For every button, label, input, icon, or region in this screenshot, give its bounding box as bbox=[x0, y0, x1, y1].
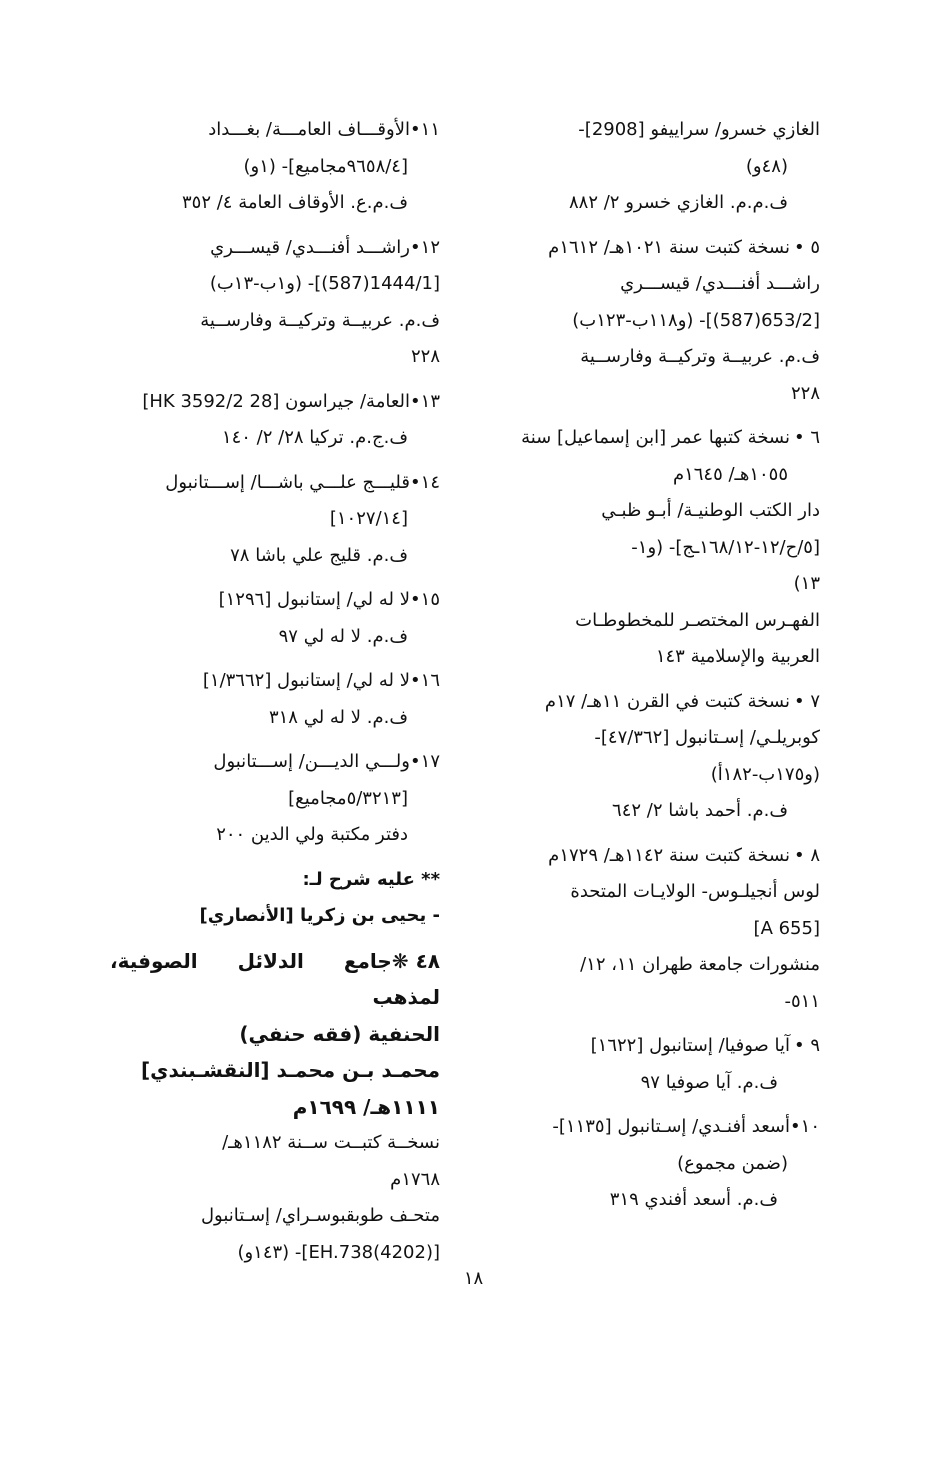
entry-9 bbox=[490, 1028, 820, 1101]
entry-line: نسخــة كتبــت ســنة ١١٨٢هـ/ bbox=[222, 1132, 440, 1153]
entry-line: (و١٧٥ب-١٨٢أ) bbox=[710, 763, 820, 785]
entry-reference: ف.م. لا له لي ٣١٨ bbox=[268, 706, 408, 728]
entry-8 bbox=[490, 838, 820, 1021]
entry-number: ١٥• bbox=[410, 589, 440, 610]
entry-reference: ف.م. أحمد باشا ٢/ ٦٤٢ bbox=[612, 800, 788, 821]
entry-title: جامع الدلائل الصوفية، لمذهب bbox=[110, 948, 440, 1009]
entry-line: العامة/ جيراسون [28 HK 3592/2] bbox=[142, 390, 410, 412]
entry-line: ولـــي الديـــن/ إســـتانبول bbox=[213, 751, 410, 772]
entry-line: ٢٢٨ bbox=[790, 382, 820, 404]
entry-reference: دفتر مكتبة ولي الدين ٢٠٠ bbox=[216, 824, 408, 845]
entry-line: كوبريلـي/ إسـتانبول [٤٧/٣٦٢]- bbox=[594, 727, 820, 748]
entry-date: ١١١١هـ/ ١٦٩٩م bbox=[292, 1094, 440, 1119]
entry-line: الأوقـــاف العامـــة/ بغـــداد bbox=[208, 119, 410, 140]
entry-line: ١٠٥٥هـ/ ١٦٤٥م bbox=[672, 463, 788, 485]
left-column bbox=[110, 112, 440, 1279]
entry-number: ٧ • bbox=[793, 690, 820, 712]
entry-number: ١٢• bbox=[410, 236, 440, 258]
entry-title: الحنفية (فقه حنفي) bbox=[239, 1021, 440, 1046]
entry-line: [٩٦٥٨/٤مجاميع]- (١و) bbox=[243, 155, 408, 177]
entry-number: ١٦• bbox=[410, 670, 440, 691]
entry-line: راشـــد أفنـــدي/ قيســـري bbox=[210, 236, 410, 258]
entry-7 bbox=[490, 684, 820, 830]
entry-line: أسعد أفنـدي/ إسـتانبول [١١٣٥]- bbox=[552, 1116, 790, 1137]
entry-line: [A 655] bbox=[753, 917, 820, 939]
entry-number: ١١• bbox=[410, 119, 440, 140]
entry-line: [٥/ح/١٢-١٦٨/١٢ـج]- (و١- bbox=[631, 536, 820, 558]
entry-number: ١٤• bbox=[410, 471, 440, 493]
commentary-author: - يحيى بن زكريا [الأنصاري] bbox=[199, 905, 440, 926]
entry-6 bbox=[490, 420, 820, 676]
entry-line: (ضمن مجموع) bbox=[677, 1152, 788, 1174]
entry-15 bbox=[110, 582, 440, 655]
entry-number: ٨ • bbox=[793, 844, 820, 866]
entry-line: نسخة كتبها عمر [ابن إسماعيل] سنة bbox=[521, 427, 790, 448]
entry-reference: منشورات جامعة طهران ١١، ١٢/ bbox=[580, 954, 820, 975]
entry-line: قليـــج علـــي باشـــا/ إســـتانبول bbox=[165, 471, 410, 493]
entry-number: ١٣• bbox=[410, 390, 440, 412]
entry-number: ٦ • bbox=[793, 427, 820, 448]
entry-reference: ف.م.م. الغازي خسرو ٢/ ٨٨٢ bbox=[568, 192, 788, 213]
entry-line: نسخة كتبت سنة ١١٤٢هـ/ ١٧٢٩م bbox=[548, 844, 790, 866]
entry-line: (٤٨و) bbox=[745, 155, 788, 177]
entry-16 bbox=[110, 663, 440, 736]
entry-line: لا له لي/ إستانبول [١/٣٦٦٢] bbox=[202, 670, 410, 691]
entry-number: ١٧• bbox=[410, 751, 440, 772]
entry-line: لا له لي/ إستانبول [١٢٩٦] bbox=[218, 589, 410, 610]
entry-line: الغازي خسرو/ سراييفو [2908]- bbox=[578, 119, 820, 140]
entry-14 bbox=[110, 465, 440, 575]
entry-line: [EH.738(4202)]- (١٤٣و) bbox=[237, 1241, 440, 1263]
entry-line: [1444/1(587)]- (و١ب-١٣ب) bbox=[209, 273, 440, 294]
entry-line: آيا صوفيا/ إستانبول [١٦٢٢] bbox=[590, 1035, 790, 1056]
entry-line: راشـــد أفنـــدي/ قيســـري bbox=[620, 273, 820, 294]
entry-reference: ف.م. قليج علي باشا ٧٨ bbox=[230, 544, 408, 566]
entry-reference: ف.م. لا له لي ٩٧ bbox=[278, 625, 408, 647]
page-number: ١٨ bbox=[463, 1268, 484, 1289]
entry-reference: الفهـرس المختصـر للمخطوطـات bbox=[575, 609, 820, 631]
entry-line: نسخة كتبت في القرن ١١هـ/ ١٧م bbox=[544, 690, 790, 712]
entry-reference: ف.م. عربيــة وتركيــة وفارســية bbox=[580, 346, 820, 367]
entry-number: ٤٨ ❋ bbox=[391, 948, 440, 973]
entry-11 bbox=[110, 112, 440, 222]
entry-reference: ف.ج.م. تركيا ٢٨/ ٢/ ١٤٠ bbox=[221, 427, 408, 448]
entry-line: دار الكتب الوطنيـة/ أبـو ظبـي bbox=[601, 500, 820, 521]
entry-line: نسخة كتبت سنة ١٠٢١هـ/ ١٦١٢م bbox=[548, 236, 790, 258]
entry-reference: ٥١١- bbox=[784, 990, 820, 1012]
entry-line: ١٧٦٨م bbox=[390, 1168, 440, 1190]
entry-line: ٢٢٨ bbox=[410, 346, 440, 367]
entry-reference: ف.م.ع. الأوقاف العامة ٤/ ٣٥٢ bbox=[181, 192, 408, 213]
entry-line: متحـف طوبقبوسـراي/ إسـتانبول bbox=[200, 1205, 440, 1226]
entry-number: ١٠• bbox=[790, 1116, 820, 1137]
entry-48 bbox=[110, 943, 440, 1272]
entry-5 bbox=[490, 230, 820, 413]
entry-line: لوس أنجيلـوس- الولايـات المتحدة bbox=[570, 881, 820, 902]
right-column bbox=[490, 112, 820, 1227]
entry-reference: العربية والإسلامية ١٤٣ bbox=[655, 646, 820, 667]
entry-reference: ف.م. آيا صوفيا ٩٧ bbox=[640, 1071, 778, 1093]
entry-line: [١٠٢٧/١٤] bbox=[329, 508, 408, 529]
entry-10 bbox=[490, 1109, 820, 1219]
entry-reference: ف.م. عربيــة وتركيــة وفارســية bbox=[200, 309, 440, 331]
entry-line: [653/2(587)]- (و١١٨ب-١٢٣ب) bbox=[572, 309, 820, 331]
entry-line: ١٣) bbox=[793, 573, 820, 594]
entry-12 bbox=[110, 230, 440, 376]
entry-continued bbox=[490, 112, 820, 222]
commentary-heading: ** عليه شرح لـ: bbox=[302, 868, 440, 890]
entry-13 bbox=[110, 384, 440, 457]
entry-17 bbox=[110, 744, 440, 854]
entry-line: [٥/٣٢١٣مجاميع] bbox=[288, 787, 408, 809]
commentary-block bbox=[110, 862, 440, 935]
entry-number: ٥ • bbox=[793, 236, 820, 258]
entry-number: ٩ • bbox=[793, 1035, 820, 1056]
entry-author: محمـد بـن محمـد [النقشـبندي] bbox=[140, 1058, 440, 1082]
entry-reference: ف.م. أسعد أفندي ٣١٩ bbox=[609, 1189, 778, 1210]
